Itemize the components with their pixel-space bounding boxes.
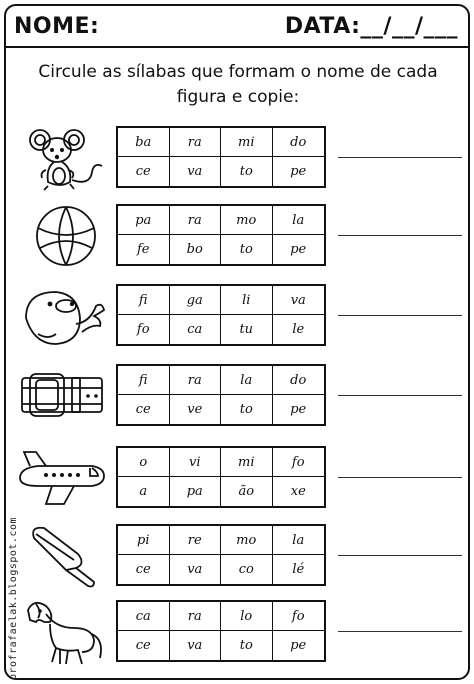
syllable-cell[interactable]: ão — [221, 477, 273, 506]
syllable-cell[interactable]: la — [273, 206, 325, 235]
blog-watermark: profrafaelak.blogspot.com — [8, 516, 19, 680]
syllable-cell[interactable]: re — [170, 526, 222, 555]
syllable-cell[interactable]: la — [273, 526, 325, 555]
syllable-cell[interactable]: to — [221, 235, 273, 264]
syllable-cell[interactable]: fe — [118, 235, 170, 264]
syllable-cell[interactable]: to — [221, 395, 273, 424]
syllable-cell[interactable]: tu — [221, 315, 273, 344]
syllable-cell[interactable]: mo — [221, 526, 273, 555]
syllable-grid — [116, 364, 326, 426]
syllable-cell[interactable]: fi — [118, 286, 170, 315]
mouse-icon — [16, 126, 106, 192]
syllable-cell[interactable]: to — [221, 631, 273, 660]
exercise-row-belt — [0, 364, 474, 430]
syllable-cell[interactable]: pe — [290, 242, 307, 257]
syllable-cell[interactable]: pa — [170, 477, 222, 506]
date-label: DATA:__/__/___ — [284, 14, 458, 39]
exercise-row-horse — [0, 600, 474, 666]
syllable-cell[interactable]: lo — [221, 602, 273, 631]
syllable-cell[interactable]: pi — [118, 526, 170, 555]
answer-line[interactable] — [338, 631, 462, 632]
seal-icon — [16, 284, 106, 350]
instruction-text: Circule as sílabas que formam o nome de cada figura e copie: — [38, 62, 438, 107]
syllable-grid — [116, 204, 326, 266]
syllable-cell[interactable]: to — [221, 157, 273, 186]
syllable-cell[interactable]: ra — [170, 366, 222, 395]
syllable-cell[interactable]: mo — [221, 206, 273, 235]
answer-line[interactable] — [338, 395, 462, 396]
answer-line[interactable] — [338, 235, 462, 236]
syllable-cell[interactable]: fo — [273, 448, 325, 477]
exercise-row-popsicle — [0, 524, 474, 590]
popsicle-icon — [16, 524, 106, 590]
syllable-cell[interactable]: ce — [118, 395, 170, 424]
syllable-cell[interactable]: le — [292, 322, 305, 337]
syllable-cell[interactable]: a — [118, 477, 170, 506]
syllable-grid — [116, 284, 326, 346]
syllable-cell[interactable]: ce — [118, 157, 170, 186]
syllable-cell[interactable]: ce — [118, 555, 170, 584]
syllable-cell[interactable]: do — [273, 366, 325, 395]
syllable-cell[interactable]: o — [118, 448, 170, 477]
syllable-cell[interactable]: pe — [290, 402, 307, 417]
syllable-cell[interactable]: li — [221, 286, 273, 315]
syllable-grid — [116, 524, 326, 586]
answer-line[interactable] — [338, 157, 462, 158]
syllable-cell[interactable]: xe — [290, 484, 306, 499]
syllable-cell[interactable]: ra — [170, 602, 222, 631]
header-divider — [4, 46, 470, 48]
syllable-grid — [116, 600, 326, 662]
syllable-cell[interactable]: la — [221, 366, 273, 395]
syllable-grid — [116, 126, 326, 188]
syllable-cell[interactable]: fi — [118, 366, 170, 395]
syllable-cell[interactable]: ra — [170, 128, 222, 157]
syllable-cell[interactable]: va — [170, 631, 222, 660]
syllable-cell[interactable]: pa — [118, 206, 170, 235]
syllable-cell[interactable]: va — [170, 157, 222, 186]
exercise-row-ball — [0, 204, 474, 270]
exercise-row-airplane — [0, 446, 474, 512]
syllable-cell[interactable]: bo — [170, 235, 222, 264]
answer-line[interactable] — [338, 555, 462, 556]
answer-line[interactable] — [338, 477, 462, 478]
answer-line[interactable] — [338, 315, 462, 316]
syllable-cell[interactable]: fo — [118, 315, 170, 344]
syllable-cell[interactable]: fo — [273, 602, 325, 631]
syllable-cell[interactable]: ce — [118, 631, 170, 660]
syllable-cell[interactable]: ga — [170, 286, 222, 315]
exercise-row-seal — [0, 284, 474, 350]
syllable-cell[interactable]: co — [221, 555, 273, 584]
syllable-cell[interactable]: do — [273, 128, 325, 157]
syllable-cell[interactable]: pe — [290, 164, 307, 179]
airplane-icon — [16, 446, 106, 512]
name-label: NOME: — [14, 14, 100, 39]
syllable-cell[interactable]: mi — [221, 128, 273, 157]
exercise-row-mouse — [0, 126, 474, 192]
syllable-cell[interactable]: pe — [290, 638, 307, 653]
ball-icon — [16, 204, 106, 270]
syllable-cell[interactable]: ca — [170, 315, 222, 344]
syllable-cell[interactable]: vi — [170, 448, 222, 477]
syllable-cell[interactable]: ve — [170, 395, 222, 424]
syllable-cell[interactable]: ba — [118, 128, 170, 157]
syllable-cell[interactable]: ca — [118, 602, 170, 631]
syllable-cell[interactable]: ra — [170, 206, 222, 235]
syllable-cell[interactable]: va — [170, 555, 222, 584]
syllable-cell[interactable]: lé — [292, 562, 305, 577]
syllable-grid — [116, 446, 326, 508]
horse-icon — [16, 600, 106, 666]
syllable-cell[interactable]: mi — [221, 448, 273, 477]
belt-icon — [16, 364, 106, 430]
syllable-cell[interactable]: va — [273, 286, 325, 315]
